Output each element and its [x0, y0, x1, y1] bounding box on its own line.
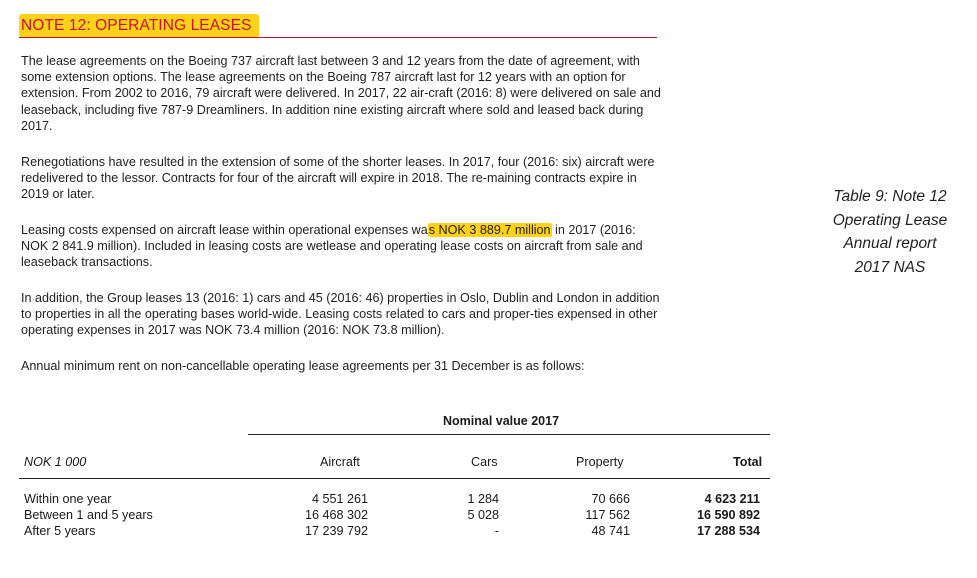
- leasing-costs-text-end: in 2017 (2016: NOK 2 841.9 million). Included in leasing costs are wetlease and operating lease costs on aircraft from sale and leaseback transactions.: [21, 223, 643, 270]
- cell-aircraft: 17 239 792: [304, 524, 368, 538]
- table-row: [0, 523, 977, 539]
- leasing-costs-text-start: Leasing costs expensed on aircraft lease within operational expenses wa: [21, 223, 428, 237]
- note-heading: [19, 14, 252, 38]
- table-row: [0, 507, 977, 523]
- paragraph-cars-properties: In addition, the Group leases 13 (2016: 1) cars and 45 (2016: 46) properties in Oslo, Dublin and London in addition to properties in all the operating bases world-wide. Leasing costs related to cars and proper-ties expensed in other operating expenses in 2017 was NOK 73.4 million (2016: NOK 73.8 million).: [21, 291, 660, 338]
- cell-aircraft: 16 468 302: [304, 508, 368, 522]
- cell-cars: 1 284: [467, 492, 499, 506]
- caption-line-3: Annual report: [843, 235, 937, 252]
- caption-line-4: 2017 NAS: [854, 258, 926, 276]
- note-title-left: NOTE: [21, 17, 69, 34]
- cell-cars: 5 028: [467, 508, 499, 522]
- cell-cars: -: [494, 524, 499, 538]
- table-group-header: Nominal value 2017: [443, 414, 560, 428]
- table-rule-top: [248, 434, 770, 435]
- table-rule-header: [19, 478, 770, 479]
- paragraph-leasing-costs: [21, 222, 661, 271]
- row-label: After 5 years: [24, 524, 96, 538]
- cell-total: 17 288 534: [696, 524, 760, 538]
- cell-total: 16 590 892: [696, 508, 760, 522]
- column-header-cars: Cars: [471, 455, 498, 469]
- cell-property: 70 666: [591, 492, 630, 506]
- figure-caption: [818, 185, 962, 279]
- cell-property: 117 562: [585, 508, 630, 522]
- note-title: [19, 14, 252, 38]
- column-header-total: Total: [733, 455, 763, 469]
- row-label: Within one year: [24, 492, 112, 506]
- paragraph-annual-rent: Annual minimum rent on non-cancellable operating lease agreements per 31 December is as follows:: [21, 359, 585, 373]
- note-title-right: 12: OPERATING LEASES: [68, 17, 252, 34]
- caption-line-1: Table 9: Note 12: [833, 188, 947, 205]
- caption-line-2: Operating Lease: [832, 211, 948, 229]
- heading-rule: [19, 37, 657, 38]
- column-header-property: Property: [576, 455, 624, 469]
- column-header-aircraft: Aircraft: [320, 455, 360, 469]
- paragraph-aircraft-leases: The lease agreements on the Boeing 737 aircraft last between 3 and 12 years from the date of agreement, with some extension options. The lease agreements on the Boeing 787 aircraft last for 12 years with an option for extension. From 2002 to 2016, 79 aircraft were delivered. In 2017, 22 air-craft (2016: 8) were delivered on sale and leaseback, including five 787-9 Dreamliners. In addition nine existing aircraft where sold and leased back during 2017.: [21, 54, 661, 133]
- paragraph-renegotiations: Renegotiations have resulted in the extension of some of the shorter leases. In 2017, four (2016: six) aircraft were redelivered to the lessor. Contracts for four of the aircraft will expire in 2018. The re-maining contracts expire in 2019 or later.: [21, 155, 655, 202]
- cell-aircraft: 4 551 261: [311, 492, 368, 506]
- row-label: Between 1 and 5 years: [24, 508, 153, 522]
- table-row: [0, 491, 977, 507]
- highlighted-leasing-cost: s NOK 3 889.7 million: [428, 223, 551, 237]
- column-header-unit: NOK 1 000: [24, 455, 87, 469]
- cell-total: 4 623 211: [704, 492, 760, 506]
- cell-property: 48 741: [591, 524, 630, 538]
